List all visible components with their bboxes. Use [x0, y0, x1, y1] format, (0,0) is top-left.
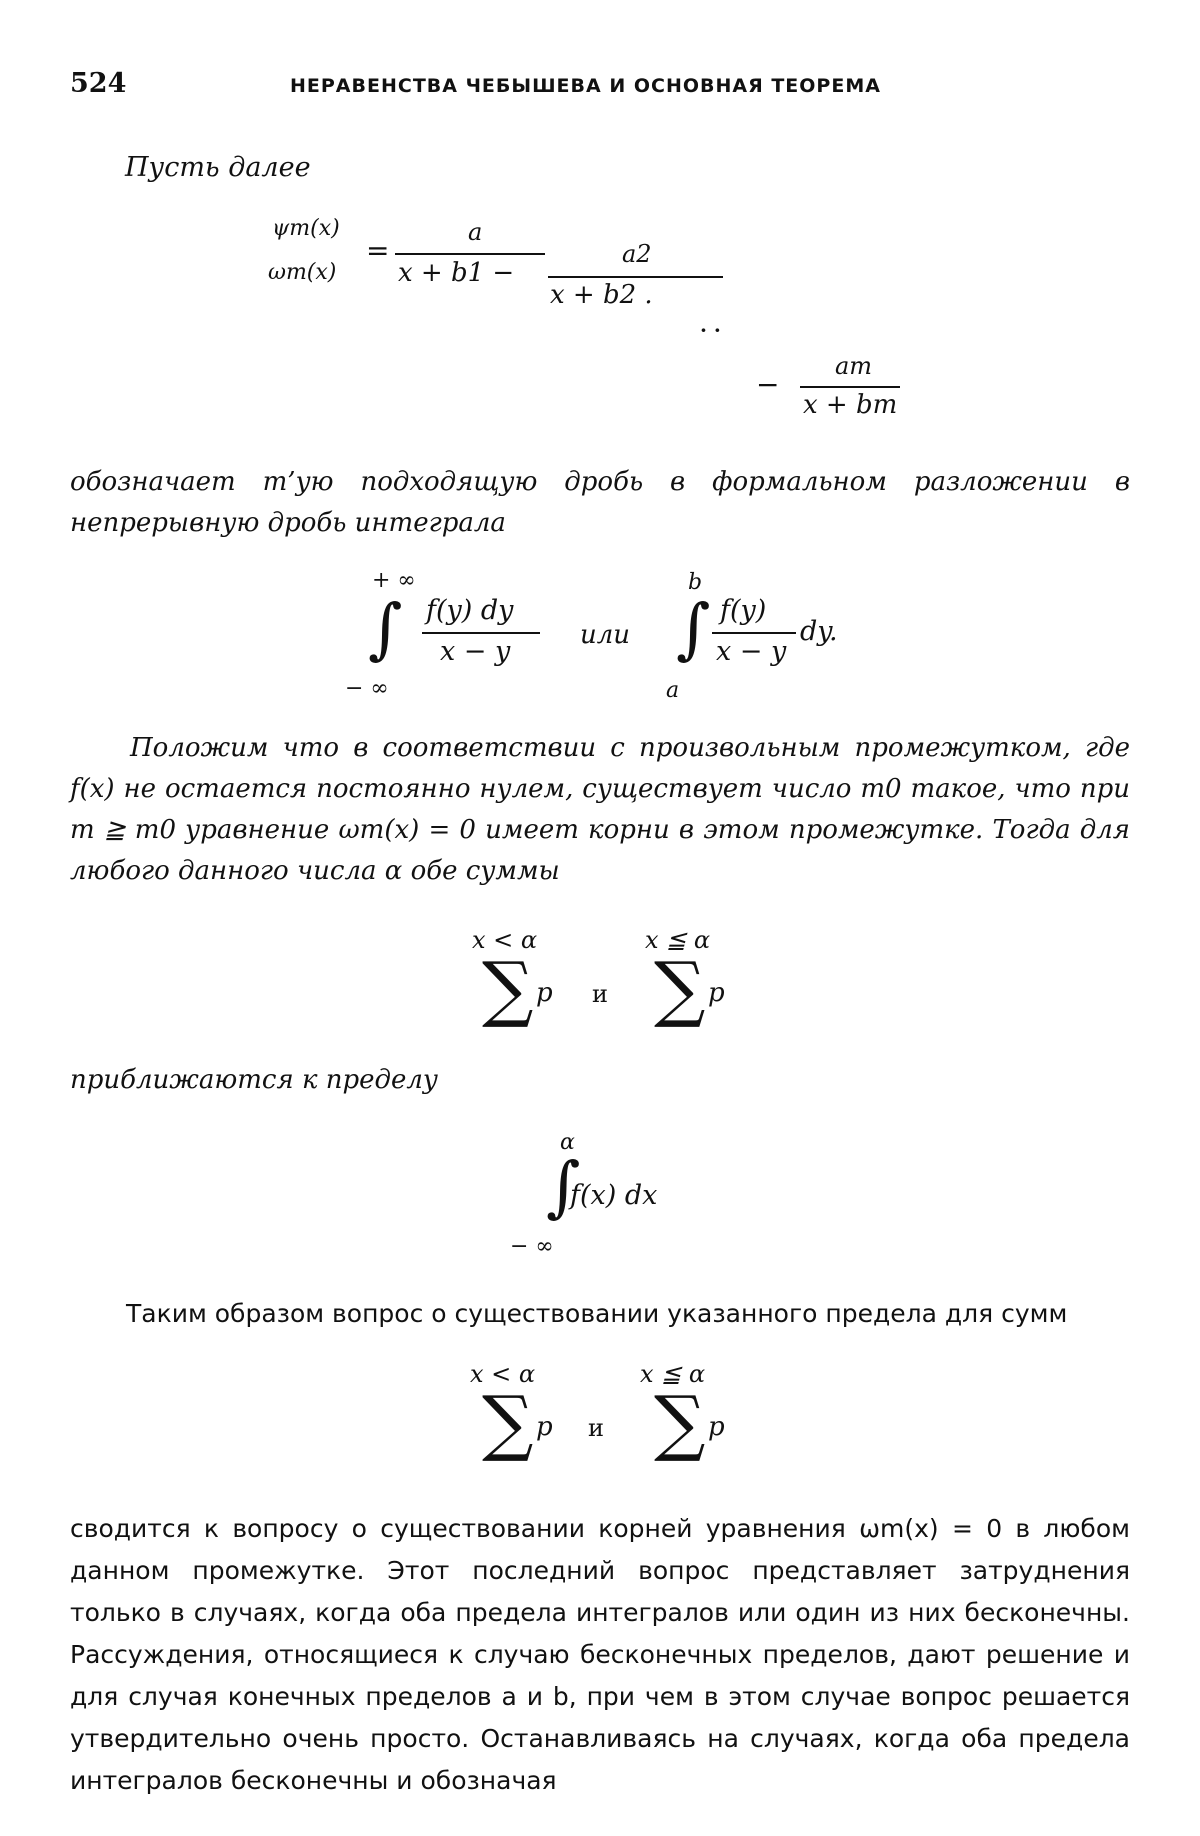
sum-3-sigma: ∑: [482, 1380, 534, 1464]
sum-2-term: p: [708, 978, 725, 1008]
and-word-2: и: [588, 1414, 604, 1442]
cf-fraction-bar-m: [800, 386, 900, 388]
integral-2-bar: [712, 632, 796, 634]
sum-2-subscript: x ≦ α: [645, 926, 711, 954]
integral-2-tail: dy.: [800, 616, 838, 647]
integral-1-lower: − ∞: [345, 676, 389, 701]
running-title: НЕРАВЕНСТВА ЧЕБЫШЕВА И ОСНОВНАЯ ТЕОРЕМА: [290, 75, 881, 97]
paragraph-5: сводится к вопросу о существовании корней уравнения ωm(x) = 0 в любом данном промежутке. Этот последний вопрос представляет затруднения только в случаях, когда оба предела интегралов или один из них бесконечны. Рассуждения, относящиеся к случаю бесконечных пределов, дают решение и для случая конечных пределов a и b, при чем в этом случае вопрос решается утвердительно очень просто. Останавливаясь на случаях, когда оба предела интегралов бесконечны и обозначая: [70, 1514, 1130, 1795]
sum-1-sigma: ∑: [482, 946, 534, 1030]
cf-fraction-bar-1: [395, 253, 545, 255]
sum-1-subscript: x < α: [472, 926, 538, 954]
cf-denominator-m: x + bm: [803, 390, 898, 420]
cf-equals: =: [366, 234, 390, 267]
cf-numerator-2: a2: [622, 240, 652, 268]
paragraph-2: Положим что в соответствии с произвольным промежутком, где f(x) не остается постоянно нулем, существует число m0 такое, что при m ≧ m0 уравнение ωm(x) = 0 имеет корни в этом промежутке. Тогда для любого данного числа α обе суммы: [70, 733, 1130, 886]
and-word-1: и: [592, 980, 608, 1008]
sum-4-term: p: [708, 1412, 725, 1442]
paragraph-3: приближаются к пределу: [70, 1065, 439, 1095]
cf-ellipsis: · ·: [700, 318, 721, 342]
intro-text: Пусть далее: [125, 152, 311, 183]
integral-1-numerator: f(y) dy: [426, 595, 514, 626]
sum-4-sigma: ∑: [654, 1380, 706, 1464]
integral-1-denominator: x − y: [440, 636, 511, 667]
sum-3-term: p: [536, 1412, 553, 1442]
sum-2-sigma: ∑: [654, 946, 706, 1030]
integral-1-upper: + ∞: [372, 568, 416, 593]
sum-3-subscript: x < α: [470, 1360, 536, 1388]
cf-numerator-m: am: [835, 352, 873, 380]
limit-integral-sign: ∫: [546, 1148, 581, 1225]
integral-2-upper: b: [688, 570, 703, 595]
sum-1-term: p: [536, 978, 553, 1008]
cf-lhs-denominator: ωm(x): [268, 260, 337, 285]
integral-2-numerator: f(y): [720, 595, 767, 626]
paragraph-1: обозначает m’ую подходящую дробь в формальном разложении в непрерывную дробь интеграла: [70, 467, 1130, 538]
cf-lhs-numerator: ψm(x): [272, 216, 340, 241]
cf-minus: −: [756, 368, 780, 401]
integral-2-sign: ∫: [676, 590, 711, 667]
integral-2-denominator: x − y: [716, 636, 787, 667]
cf-fraction-bar-2: [548, 276, 723, 278]
integral-2-lower: a: [666, 678, 680, 703]
integral-1-bar: [422, 632, 540, 634]
sum-4-subscript: x ≦ α: [640, 1360, 706, 1388]
cf-denominator-2: x + b2 .: [550, 280, 653, 310]
integral-1-sign: ∫: [368, 590, 403, 667]
or-word: или: [580, 620, 631, 650]
paragraph-4: Таким образом вопрос о существовании указанного предела для сумм: [126, 1299, 1068, 1328]
cf-numerator-1: a: [468, 218, 483, 246]
cf-denominator-1: x + b1 −: [398, 258, 515, 288]
limit-integral-upper: α: [560, 1130, 575, 1155]
limit-integral-lower: − ∞: [510, 1234, 554, 1259]
page-number: 524: [70, 68, 127, 99]
limit-integral-body: f(x) dx: [570, 1180, 658, 1211]
